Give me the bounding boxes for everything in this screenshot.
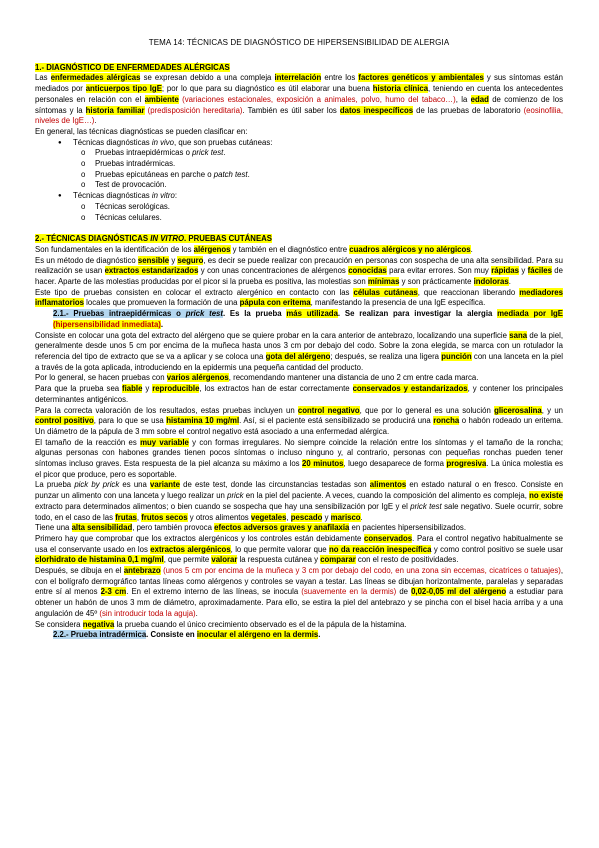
text-run: . [160,319,164,329]
highlighted-term: mediadores inflamatorios [35,287,563,308]
red-note: (sin introducir toda la aguja) [99,608,196,618]
text-run: Este tipo de pruebas consisten en colocar el extracto alergénico en contacto con las [35,287,354,297]
text-run: Es un método de diagnóstico [35,255,138,265]
body-paragraph [35,438,563,481]
highlighted-term: vegetales [250,512,287,522]
text-run: y [169,255,178,265]
document-title: TEMA 14: TÉCNICAS DE DIAGNÓSTICO DE HIPERSENSIBILIDAD DE ALERGIA [148,38,450,47]
technique-subitem [95,213,563,224]
text-run: Pruebas epicutáneas en parche o [95,169,214,179]
body-paragraph [35,331,563,374]
text-run: , lo que permite valorar que [230,544,330,554]
highlighted-term: 2-3 cm [100,587,127,597]
text-run: a estudiar para obtener un habón de unos 3 mm de diámetro, aproximadamente. Para ello, se estira la piel del antebrazo y se pincha con el bisel hacia arriba y a una angulación de 45º [35,587,563,618]
text-run: , los extractos han de estar correctamente [199,384,353,394]
text-run: y con unas concentraciones de alérgenos [198,266,349,276]
highlighted-term: comparar [320,555,356,565]
highlighted-term: ambiente [144,94,179,104]
text-run: 2.2.- Prueba intradérmica [53,630,147,640]
text-run: , que son pruebas cutáneas: [173,137,273,147]
highlighted-term: inocular el alérgeno en la dermis [196,630,319,640]
highlighted-term: negativa [82,619,115,629]
highlighted-term: varios alérgenos [166,373,229,383]
body-paragraph [35,245,563,256]
highlighted-term: marisco [330,512,361,522]
body-paragraph [35,480,563,523]
technique-list [35,138,563,224]
red-note: (suavemente en la dermis) [301,587,397,597]
text-run: , la [455,94,471,104]
text-run: y [322,512,331,522]
technique-subitem [95,159,563,170]
highlighted-term: 0,02-0,05 ml del alérgeno [411,587,507,597]
highlighted-term: rápidas [491,266,519,276]
highlighted-term: punción [441,351,472,361]
highlighted-term: enfermedades alérgicas [50,73,141,83]
text-run: . [508,277,511,287]
highlighted-term: variante [150,480,180,490]
text-run: ; por lo que para su diagnóstico es útil elaborar una buena [161,84,373,94]
highlighted-term: indoloras [473,277,509,287]
highlighted-term: interrelación [274,73,322,83]
highlighted-term: sana [509,330,528,340]
highlighted-term: edad [470,94,489,104]
red-note: (predisposición hereditaria) [144,105,243,115]
text-run: 2.1.- Pruebas intraepidérmicas o [53,309,186,319]
highlighted-term: clorhidrato de histamina 0,1 mg/ml [35,555,164,565]
text-run: , es decir se puede realizar con precaución en personas con sospecha de una alta sensibilidad. Para su realización se usan [35,255,563,276]
text-run: La prueba [35,480,75,490]
highlighted-term: gota del alérgeno [265,351,331,361]
highlighted-term: extractos estandarizados [104,266,199,276]
technique-subitem [95,170,563,181]
text-run: . [94,116,97,126]
highlighted-term: fáciles [527,266,552,276]
text-run: . Se realizan para investigar la alergia [337,309,498,319]
text-run: Test de provocación. [95,180,167,190]
highlighted-term: frutas [115,512,137,522]
highlighted-term: pápula con eritema [239,298,311,308]
italic-term: prick [227,491,244,501]
text-run: , [136,512,142,522]
text-run: . Para el control negativo habitualmente se usa el conservante usado en los [35,533,563,554]
body-paragraph [35,384,563,405]
text-run: 2.- TÉCNICAS DIAGNÓSTICAS [35,234,151,244]
highlighted-term: muy variable [140,437,189,447]
text-run: de la piel, generalmente desde unos 5 cm por encima de la muñeca hasta unos 3 cm por debajo del codo. Sobre la zona elegida, se marca con un rotulador la referencia del tipo de extracto que se va a aplicar y se coloca una [35,330,563,361]
highlighted-term: valorar [211,555,238,565]
text-run: entre los [321,73,359,83]
highlighted-term: alta sensibilidad [71,523,133,533]
highlighted-term: mínimas [367,277,400,287]
text-run: la respuesta cutánea y [237,555,321,565]
highlighted-term: anticuerpos tipo IgE [85,84,162,94]
highlighted-term: más utilizada [286,309,338,319]
text-run: , que por lo general es una solución [359,405,495,415]
highlighted-term: conservados [364,533,413,543]
highlighted-term: control positivo [35,416,94,426]
text-run: . [318,630,321,640]
text-run: de hacer. Aparte de las molestias producidas por el picor si la prueba es positiva, las molestias son [35,266,563,287]
text-run: . [195,608,198,618]
section-1-paragraph-1 [35,73,563,127]
text-run: es una [119,480,151,490]
text-run: ; después, se realiza una ligera [330,351,442,361]
highlighted-term: historia clínica [372,84,429,94]
text-run: o habón rodeado un eritema. Un diámetro de la pápula de 3 mm sobre el control negativo está asociado a una enfermedad alérgica. [35,416,563,436]
text-run: , recomendando mantener una distancia de uno 2 cm entre cada marca. [228,373,479,383]
text-run: Consiste en colocar una gota del extracto del alérgeno que se quiere probar en la cara anterior de antebrazo, localizando una superficie [35,330,510,340]
text-run: , teniendo en cuenta los antecedentes personales en relación con el [35,84,563,104]
technique-item [73,138,563,192]
red-note: (variaciones estacionales, exposición a animales, polvo, humo del tabaco…) [178,94,456,104]
section-1-paragraph-2: En general, las técnicas diagnósticas se pueden clasificar en: [35,126,248,136]
text-run: y [518,266,528,276]
italic-term: in vitro [151,191,175,201]
body-paragraph [35,566,563,620]
body-paragraph [35,373,563,384]
highlighted-term: datos inespecíficos [339,105,414,115]
text-run: Por lo general, se hacen pruebas con [35,373,167,383]
text-run: , que permite [163,555,212,565]
highlighted-term: frutos secos [141,512,188,522]
italic-term: pick by prick [74,480,120,490]
text-run: locales que promueven la formación de una [83,298,240,308]
highlighted-term: roncha [433,416,460,426]
text-run: . [470,244,473,254]
italic-term: prick test [192,148,224,158]
text-run: sale negativo. Suele ocurrir, sobre todo, en el caso de las [35,501,563,522]
highlighted-term: pescado [290,512,323,522]
highlighted-term: extractos alergénicos [150,544,231,554]
text-run: y son prácticamente [399,277,474,287]
text-run: y otros alimentos [187,512,251,522]
text-run: Para que la prueba sea [35,384,123,394]
highlighted-term: células cutáneas [353,287,418,297]
text-run: de las pruebas de laboratorio [413,105,524,115]
red-note: (eosinofilia, niveles de IgE…) [35,105,563,126]
highlighted-term: histamina 10 mg/ml [166,416,240,426]
highlighted-term: 20 minutos [302,459,344,469]
text-run: Técnicas diagnósticas [73,191,152,201]
italic-term: in vivo [151,137,174,147]
text-run: para evitar errores. Son muy [386,266,492,276]
italic-term: patch test [213,169,248,179]
highlighted-term: fiable [122,384,143,394]
highlighted-term: alérgenos [193,244,231,254]
text-run: . [247,169,250,179]
text-run: Primero hay que comprobar que los extractos alergénicos y los controles están debidamente [35,533,365,543]
text-run: con una lanceta en la piel a través de la gota aplicada, introduciendo en la epidermis una pequeña cantidad del producto. [35,351,563,372]
text-run: . Es la prueba [222,309,287,319]
italic-term: prick test [185,309,223,319]
text-run: de [396,587,412,597]
text-run: Tiene una [35,523,72,533]
highlighted-term: control negativo [297,405,360,415]
text-run: . Así, si el paciente está sensibilizado se producirá una [239,416,434,426]
text-run: . En el extremo interno de las líneas, se inocula [126,587,302,597]
technique-subitem [95,148,563,159]
highlighted-term: efectos adversos graves y anafilaxia [214,523,350,533]
text-run: la prueba cuando el único crecimiento observado es el de la pápula de la histamina. [114,619,407,629]
section-2-heading [35,234,563,245]
text-run: . También es útil saber los [242,105,340,115]
italic-term: IN VITRO [150,234,185,244]
text-run: , que reaccionan liberando [417,287,520,297]
text-run: Técnicas diagnósticas [73,137,152,147]
section-2-intro [35,245,563,309]
highlighted-term: factores genéticos y ambientales [358,73,484,83]
text-run: y también en el diagnóstico entre [230,244,350,254]
red-note: (unos 5 cm por encima de la muñeca y 3 cm por debajo del codo, en una zona sin eccemas, cicatrices o tatuajes) [163,566,561,576]
text-run: . [360,512,363,522]
highlighted-term: cuadros alérgicos y no alérgicos [349,244,471,254]
body-paragraph [35,256,563,288]
text-run: en la piel del paciente. A veces, cuando la composición del alimento es compleja, [243,491,530,501]
body-paragraph [35,288,563,309]
text-run: . Consiste en [146,630,197,640]
text-run: de este test, donde las circunstancias testadas son [179,480,370,490]
highlighted-term: no da reacción inespecífica [329,544,432,554]
highlighted-term: alimentos [369,480,407,490]
text-run: , pero también provoca [132,523,215,533]
text-run: extracto para determinados alimentos; o bien cuando se sospecha que hay una sensibilización por IgE y el [35,501,411,511]
technique-item [73,191,563,223]
text-run: y con formas irregulares. No siempre coincide la relación entre los síntomas y el tamaño de la roncha; algunas personas con habones grandes tienen pocos síntomas o incluso ninguno y, al contrario, personas con pequeñas ronchas pueden tener síntomas incluso graves. Esta respuesta de la piel alcanza su máximo a los [35,437,563,469]
highlighted-term: reproducible [152,384,200,394]
text-run: Para la correcta valoración de los resultados, estas pruebas incluyen un [35,405,298,415]
text-run: y [142,384,153,394]
highlighted-term: progresiva [446,459,487,469]
highlighted-term: conservados y estandarizados [352,384,468,394]
technique-subitem [95,180,563,191]
text-run: Después, se dibuja en el [35,566,124,576]
text-run: con el resto de positividades. [355,555,459,565]
subsection-2-2 [35,630,563,641]
text-run: : [174,191,178,201]
highlighted-term: no existe [529,491,563,501]
italic-term: prick test [410,501,442,511]
text-run: y sus síntomas están mediados por [35,73,563,94]
text-run: , para lo que se usa [93,416,167,426]
body-paragraph [35,620,563,631]
text-run: Pruebas intraepidérmicas o [95,148,193,158]
text-run: Son fundamentales en la identificación de los [35,244,194,254]
text-run: , manifestando la presencia de una IgE específica. [310,298,486,308]
text-run: Pruebas intradérmicas. [95,159,176,169]
text-run: en pacientes hipersensibilizados. [349,523,466,533]
text-run: , luego desaparece de forma [343,459,447,469]
technique-sublist [73,202,563,223]
text-run: . PRUEBAS CUTÁNEAS [184,234,272,244]
text-run: , [286,512,291,522]
section-2-1-body [35,331,563,631]
highlighted-term: historia familiar [85,105,145,115]
highlighted-term: sensible [137,255,170,265]
text-run: y como control positivo se suele usar [431,544,563,554]
subsection-2-1 [35,309,563,330]
highlighted-term: mediada por IgE [497,309,564,319]
text-run: , y contener los principales determinantes antigénicos. [35,384,564,404]
body-paragraph [35,534,563,566]
highlighted-term: glicerosalina [494,405,542,415]
body-paragraph [35,523,563,534]
text-run: . La única molestia es el picor que produce, pero es soportable. [35,459,563,479]
text-run: , y un [541,405,564,415]
technique-sublist [73,148,563,191]
document-page [35,38,563,641]
text-run: en estado natural o en fresco. Consiste en punzar un alimento con una lanceta y luego realizar un [35,480,563,501]
section-1-heading: 1.- DIAGNÓSTICO DE ENFERMEDADES ALÉRGICAS [35,62,230,72]
red-note: (hipersensibilidad inmediata) [53,319,161,329]
highlighted-term: antebrazo [123,566,161,576]
technique-subitem [95,202,563,213]
text-run: Técnicas celulares. [95,212,162,222]
text-run: se expresan debido a una compleja [140,73,275,83]
text-run: de comienzo de los síntomas y la [35,94,563,115]
text-run: El tamaño de la reacción es [35,437,141,447]
highlighted-term: conocidas [348,266,387,276]
text-run: Técnicas serológicas. [95,201,170,211]
text-run: Se considera [35,619,83,629]
text-run: , con el bolígrafo dermográfico tantas líneas como alérgenos y controles se vayan a testar. Las líneas se dibujan horizontalmente, paralelas y separadas entre sí al menos [35,566,564,597]
highlighted-term: seguro [177,255,204,265]
text-run: . [223,148,226,158]
text-run: Las [35,73,51,83]
body-paragraph [35,406,563,438]
